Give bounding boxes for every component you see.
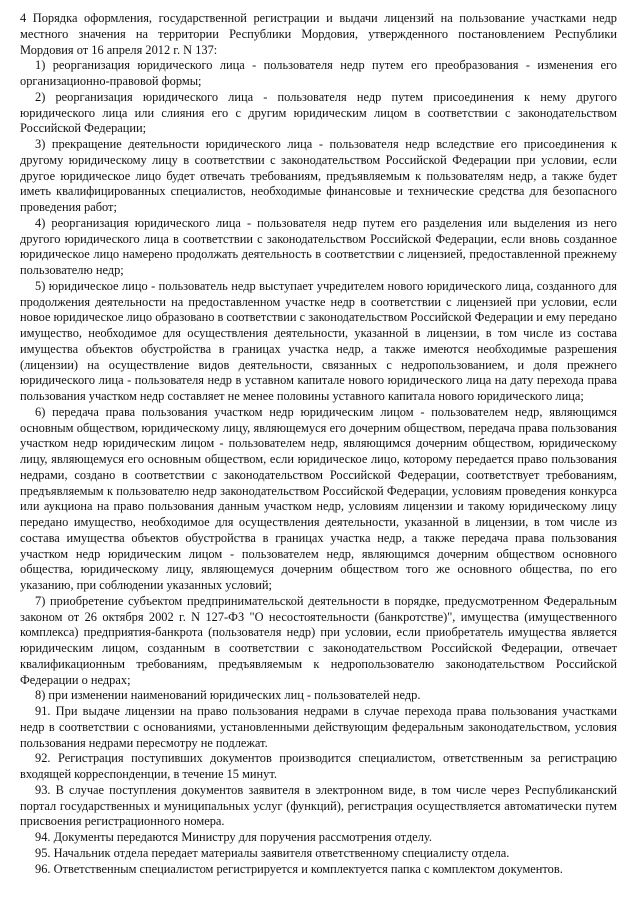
paragraph-96: 96. Ответственным специалистом регистрируется и комплектуется папка с комплектом документов.	[35, 861, 563, 876]
list-item-7: 7) приобретение субъектом предпринимательской деятельности в порядке, предусмотренном Федеральным законом от 26 октября 2002 г. N 127-ФЗ "О несостоятельности (банкротстве)", имущества (имущественного комплекса) предприятия-банкрота (пользователя недр) при условии, если приобретатель имущества является юридическим лицом, созданным в соответствии с законодательством Российской Федерации, отвечает квалификационным требованиям, предъявляемым к недропользователю законодательством Российской Федерации о недрах;	[20, 593, 617, 687]
list-item-4: 4) реорганизация юридического лица - пользователя недр путем его разделения или выделения из него другого юридического лица в соответствии с законодательством Российской Федерации, если вновь созданное юридическое лицо намерено продолжать деятельность в соответствии с лицензией, предоставленной прежнему пользователю недр;	[20, 215, 617, 277]
intro-paragraph: 4 Порядка оформления, государственной регистрации и выдачи лицензий на пользование участками недр местного значения на территории Республики Мордовия, утвержденного постановлением Республики Мордовия от 16 апреля 2012 г. N 137:	[20, 11, 617, 57]
paragraph-95: 95. Начальник отдела передает материалы заявителя ответственному специалисту отдела.	[35, 845, 510, 860]
list-item-6: 6) передача права пользования участком недр юридическим лицом - пользователем недр, являющимся основным обществом, юридическому лицу, являющемуся его дочерним обществом, передача права пользования участком недр юридическим лицом - пользователем недр, являющимся дочерним обществом, юридическому лицу, являющемуся его основным обществом, если юридическое лицо, которому передается право пользования недрами, создано в соответствии с законодательством Российской Федерации, соответствует требованиям, предъявляемым к пользователю недр законодательством Российской Федерации, условиям проведения конкурса или аукциона на право пользования данным участком недр, условиям лицензии и такому юридическому лицу передано имущество, необходимое для осуществления деятельности, указанной в лицензии, в том числе из состава имущества объектов обустройства в границах участка недр, а также передача права пользования участком недр юридическим лицом - пользователем недр, являющимся дочерним обществом основного общества, юридическому лицу, являющемуся дочерним обществом того же основного общества, по его указанию, при соблюдении указанных условий;	[20, 404, 617, 592]
list-item-2: 2) реорганизация юридического лица - пользователя недр путем присоединения к нему другого юридического лица или слияния его с другим юридическим лицом в соответствии с законодательством Российской Федерации;	[20, 89, 617, 136]
paragraph-91: 91. При выдаче лицензии на право пользования недрами в случае перехода права пользования участками недр в соответствии с основаниями, установленными действующим федеральным законодательством, условия пользования недрами пересмотру не подлежат.	[20, 704, 617, 750]
document-page	[20, 11, 617, 877]
list-item-8: 8) при изменении наименований юридических лиц - пользователей недр.	[35, 688, 421, 703]
list-item-5: 5) юридическое лицо - пользователь недр выступает учредителем нового юридического лица, созданного для продолжения деятельности на предоставленном участке недр в соответствии с лицензией при условии, если новое юридическое лицо образовано в соответствии с законодательством Российской Федерации и ему передано имущество, необходимое для осуществления деятельности, указанной в лицензии, в том числе из состава имущества объектов обустройства в границах участка недр, а также имеются необходимые разрешения (лицензии) на осуществление видов деятельности, связанных с недропользованием, и доля прежнего юридического лица - пользователя недр в уставном капитале нового юридического лица на дату перехода права пользования участком недр составляет не менее половины уставного капитала нового юридического лица;	[20, 278, 617, 403]
list-item-3: 3) прекращение деятельности юридического лица - пользователя недр вследствие его присоединения к другому юридическому лицу в соответствии с законодательством Российской Федерации при условии, если другое юридическое лицо будет отвечать требованиям, предъявляемым к пользователям недр, а также будет иметь квалифицированных специалистов, необходимые финансовые и технические средства для безопасного проведения работ;	[20, 137, 617, 214]
paragraph-94: 94. Документы передаются Министру для поручения рассмотрения отделу.	[35, 830, 432, 844]
list-item-1: 1) реорганизация юридического лица - пользователя недр путем его преобразования - изменения его организационно-правовой формы;	[20, 58, 617, 88]
paragraph-92: 92. Регистрация поступивших документов производится специалистом, ответственным за регистрацию входящей корреспонденции, в течение 15 минут.	[20, 751, 617, 781]
paragraph-93: 93. В случае поступления документов заявителя в электронном виде, в том числе через Республиканский портал государственных и муниципальных услуг (функций), регистрация осуществляется автоматически путем присвоения регистрационного номера.	[20, 782, 617, 829]
